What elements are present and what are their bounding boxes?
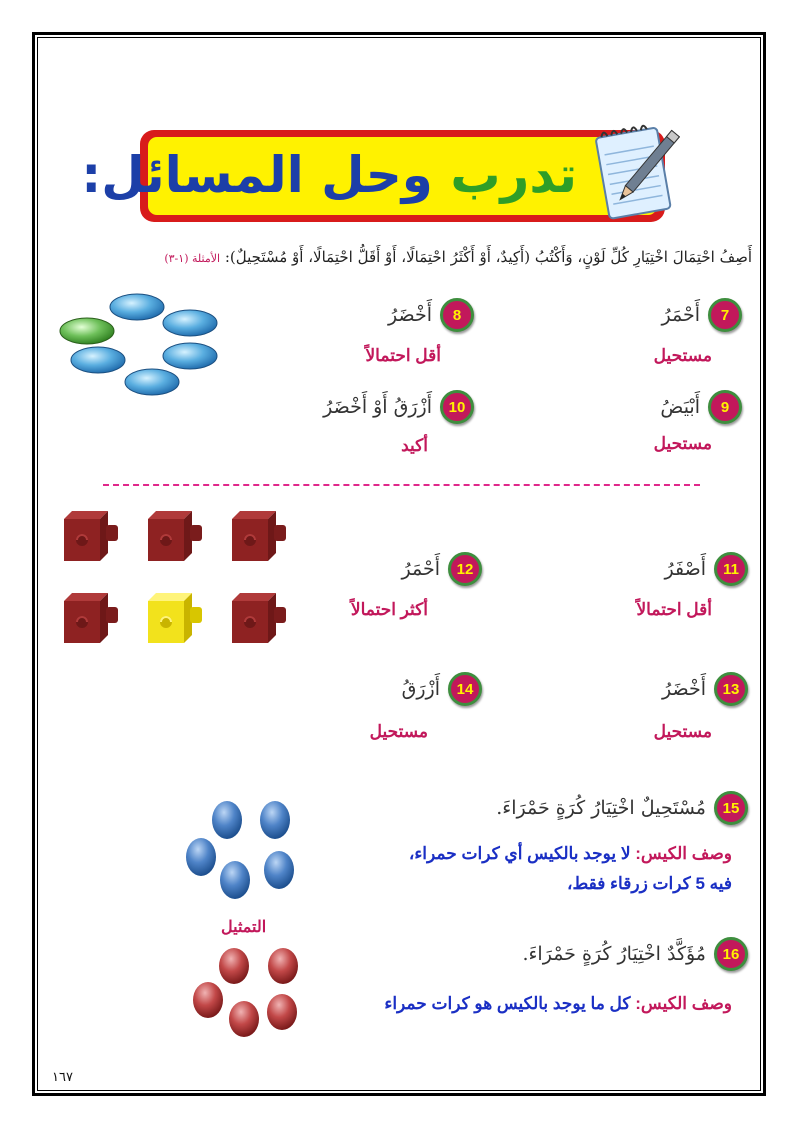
color-word: أَحْمَرُ (401, 558, 440, 580)
number-badge: 15 (714, 791, 748, 825)
counters-illustration (55, 290, 225, 405)
cubes-illustration (60, 505, 295, 650)
number-badge: 12 (448, 552, 482, 586)
number-badge: 8 (440, 298, 474, 332)
examples-reference: الأمثلة (١-٣) (164, 252, 221, 265)
answer-13: مستحيل (653, 722, 712, 741)
item-8 (388, 298, 474, 332)
title-part1: تدرب (450, 146, 577, 204)
item-12 (402, 552, 483, 586)
red-balls-illustration (188, 942, 308, 1042)
color-word: أَزْرَقُ أَوْ أَخْضَرُ (323, 396, 432, 418)
item-10 (323, 390, 474, 424)
item-7 (662, 298, 743, 332)
answer-9: مستحيل (653, 434, 712, 453)
item-9 (660, 390, 742, 424)
color-word: أَخْضَرُ (662, 678, 706, 700)
number-badge: 9 (708, 390, 742, 424)
color-word: أَزْرَقُ (401, 678, 440, 700)
bag-description-16: وصف الكيس: كل ما يوجد بالكيس هو كرات حمراء (384, 994, 732, 1013)
color-word: أَصْفَرُ (664, 558, 706, 580)
bag-description-15: وصف الكيس: لا يوجد بالكيس أي كرات حمراء، (408, 844, 732, 863)
bag-description-15-line2: فيه 5 كرات زرقاء فقط، (566, 874, 732, 893)
color-word: أَبْيَضُ (660, 396, 700, 418)
number-badge: 16 (714, 937, 748, 971)
question-16 (522, 937, 748, 971)
number-badge: 11 (714, 552, 748, 586)
answer-11: أقل احتمالاً (636, 600, 712, 619)
number-badge: 7 (708, 298, 742, 332)
answer-10: أكيد (401, 436, 428, 455)
number-badge: 14 (448, 672, 482, 706)
question-text: مُسْتَحِيلٌ اخْتِيَارُ كُرَةٍ حَمْرَاءَ. (496, 797, 706, 819)
number-badge: 13 (714, 672, 748, 706)
question-text: مُؤَكَّدٌ اخْتِيَارُ كُرَةٍ حَمْرَاءَ. (522, 943, 706, 965)
notepad-pencil-icon (588, 118, 680, 226)
answer-12: أكثر احتمالاً (350, 600, 428, 619)
section-divider (103, 484, 700, 486)
instructions: أَصِفُ احْتِمَالَ اخْتِيَارِ كُلِّ لَوْنٍ، وَأَكْتُبُ (أَكِيدٌ، أَوْ أَكْثَرُ احْتِمَالًا، أَوْ أَقَلُّ احْتِمَالًا، أَوْ مُسْتَحِيلٌ): الأمثلة (١-٣) (164, 248, 752, 266)
item-14 (402, 672, 482, 706)
page-title (81, 141, 577, 209)
title-part2: وحل المسائل: (81, 146, 433, 204)
answer-7: مستحيل (653, 346, 712, 365)
number-badge: 10 (440, 390, 474, 424)
answer-14: مستحيل (369, 722, 428, 741)
item-11 (664, 552, 748, 586)
color-word: أَخْضَرُ (388, 304, 432, 326)
answer-8: أقل احتمالاً (365, 346, 441, 365)
representation-label: التمثيل (221, 919, 267, 936)
color-word: أَحْمَرُ (661, 304, 700, 326)
question-15 (496, 791, 748, 825)
title-banner (81, 130, 665, 222)
item-13 (662, 672, 748, 706)
blue-balls-illustration (180, 795, 300, 910)
page-number: ١٦٧ (52, 1070, 73, 1085)
